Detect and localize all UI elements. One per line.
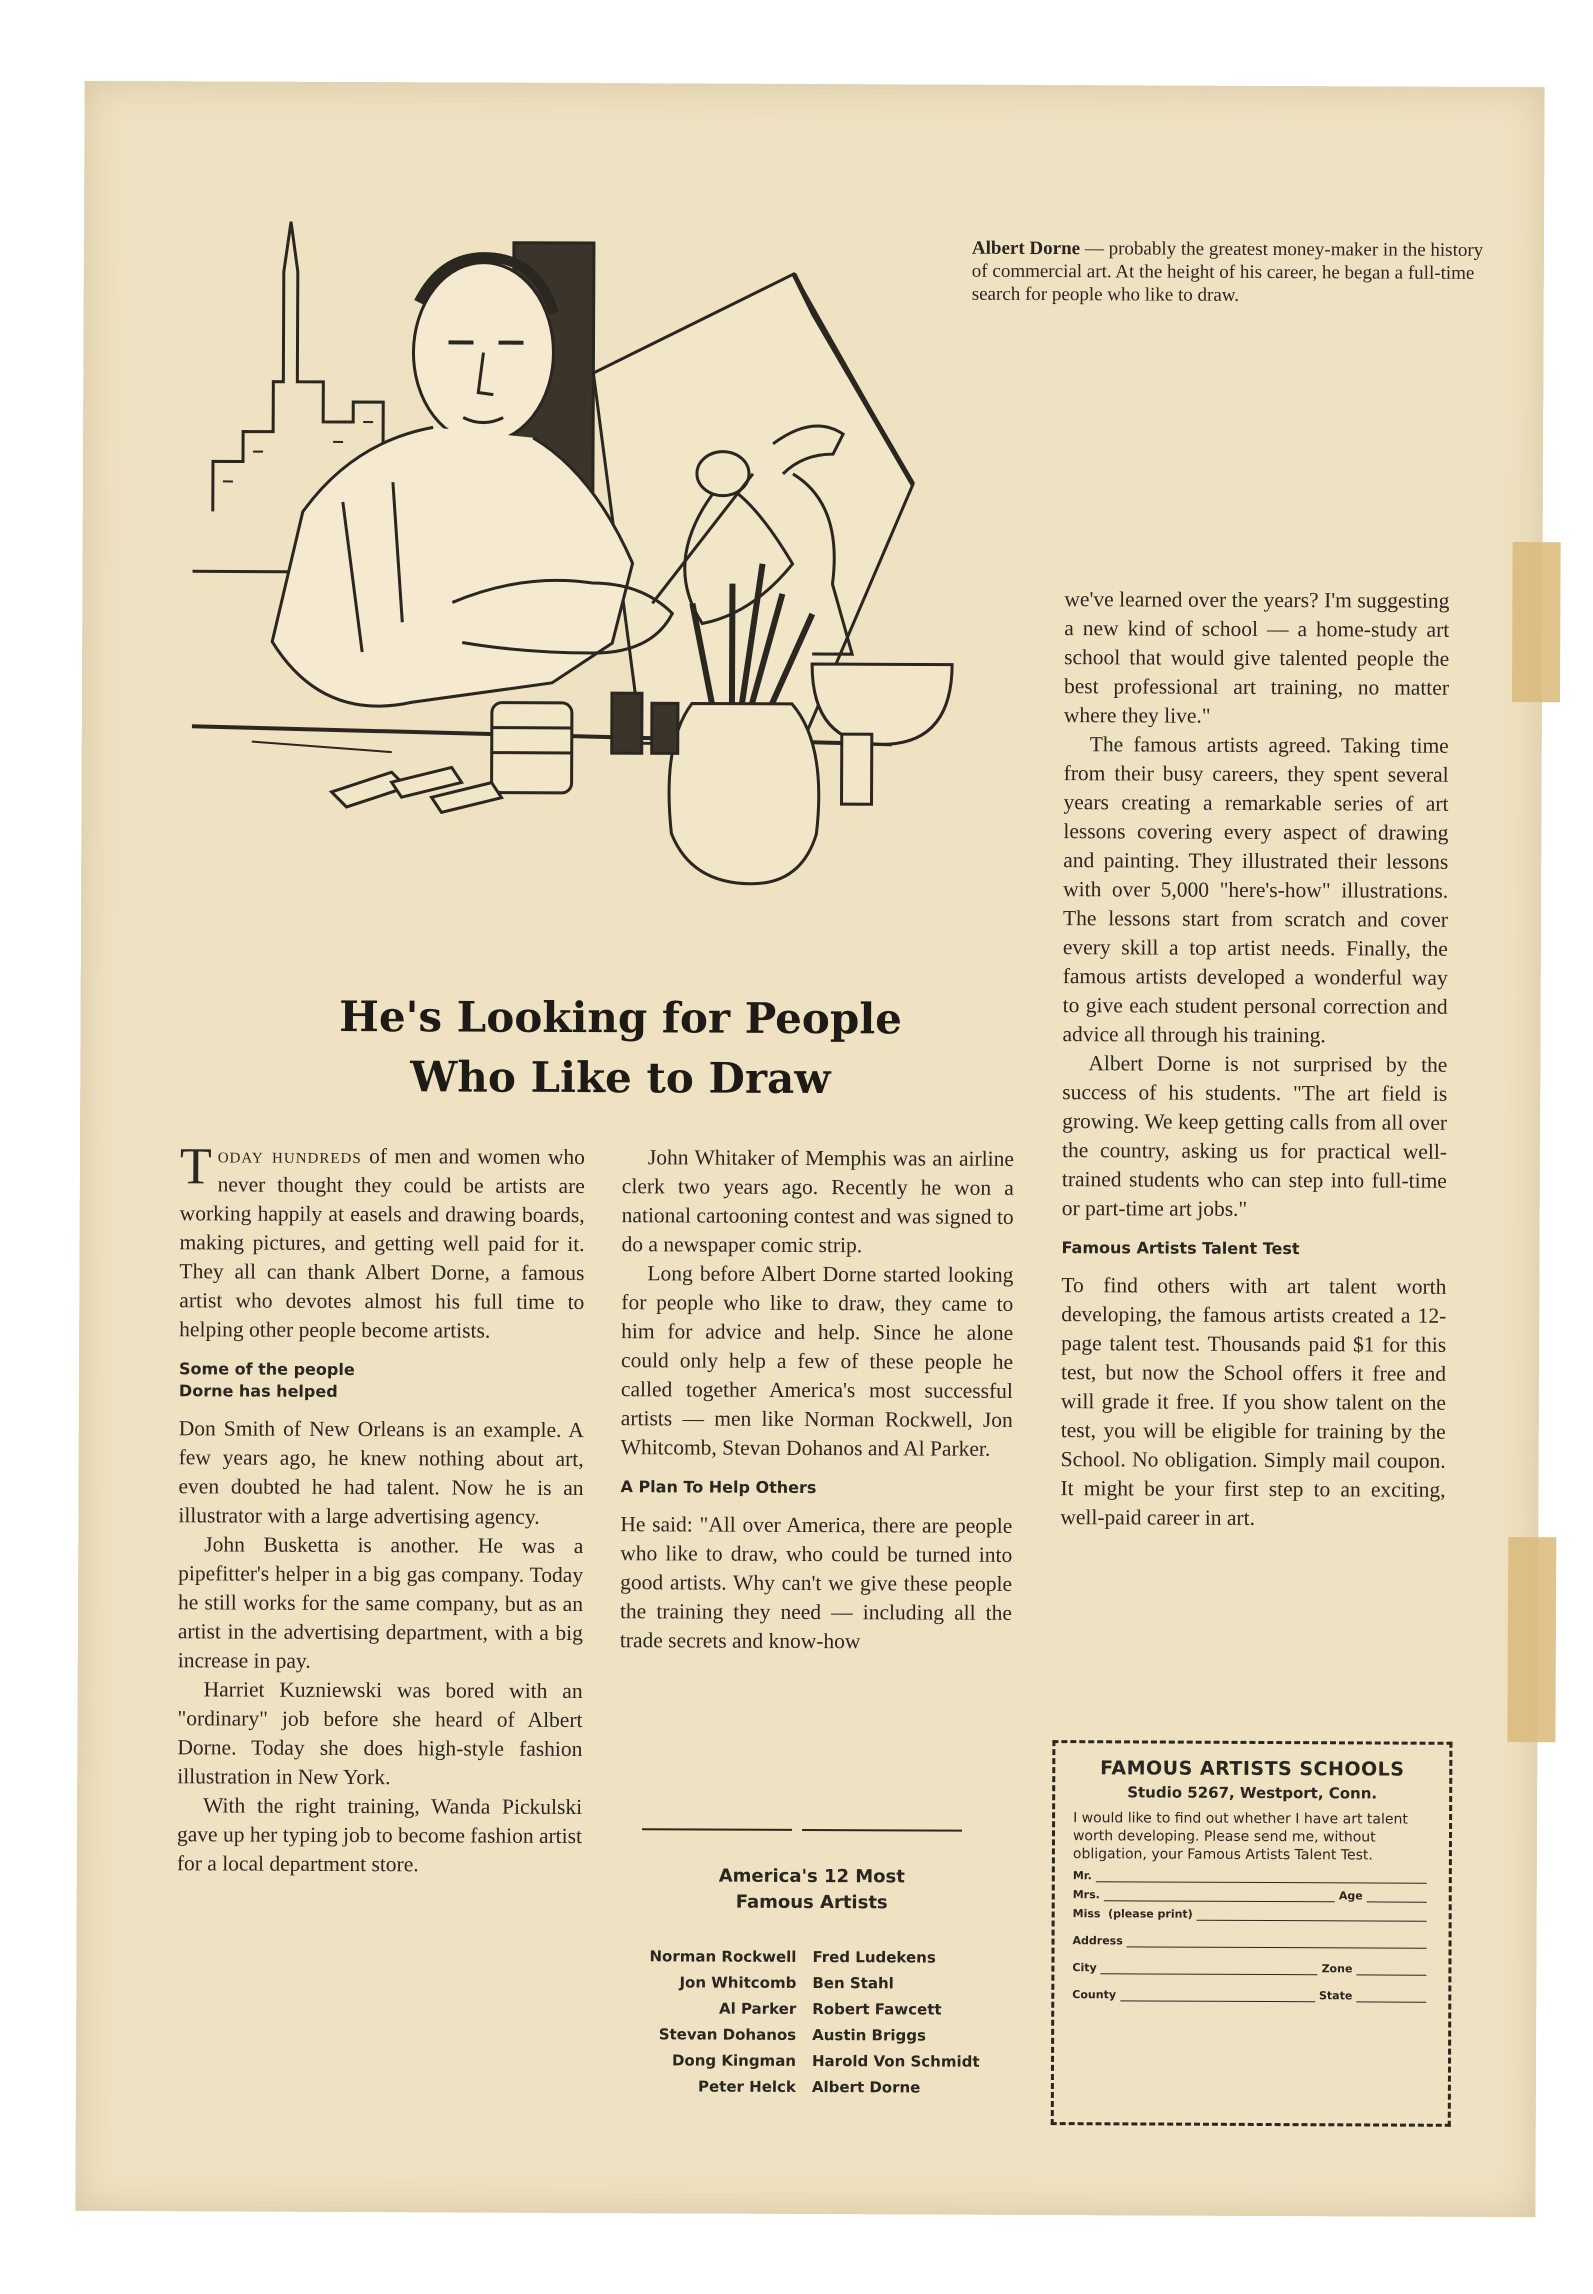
col2-p3: He said: "All over America, there are people who like to draw, who could be turned into good artists. Why can't we give these people the training they need — including all the trade secrets and know-how xyxy=(619,1512,1013,1654)
caption-text: — probably the greatest money-maker in the history of commercial art. At the height of his career, he began a full-time search for people who like to draw. xyxy=(971,238,1484,306)
tape-strip-upper xyxy=(1512,542,1561,702)
coupon-body: I would like to find out whether I have art talent worth developing. Please send me, without obligation, your Famous Artists Talent Test. xyxy=(1072,1810,1408,1864)
field-city-zone[interactable]: City Zone xyxy=(1072,1961,1430,1976)
artist-illustration xyxy=(190,181,1114,1085)
coupon-title: FAMOUS ARTISTS SCHOOLS xyxy=(1100,1757,1405,1781)
artist-name: Austin Briggs xyxy=(812,2026,926,2045)
brush-jar xyxy=(669,703,820,884)
headline xyxy=(230,986,1011,1109)
artist-name: Harold Von Schmidt xyxy=(811,2052,980,2071)
field-county-state[interactable]: County State xyxy=(1072,1988,1430,2003)
col2-p1: John Whitaker of Memphis was an airline clerk two years ago. Recently he won a national cartooning contest and was signed to do a newspaper comic strip. xyxy=(621,1145,1015,1258)
col1-p3: John Busketta is another. He was a pipefitter's helper in a big gas company. Today he still works for the same company, but as an artist in the advertising department, with a big increase in pay. xyxy=(177,1532,584,1673)
subhead-talent-test: Famous Artists Talent Test xyxy=(1061,1238,1300,1259)
artist-name: Peter Helck xyxy=(697,2077,796,2096)
mail-in-coupon[interactable] xyxy=(1051,1740,1453,2127)
column-2 xyxy=(620,1143,1014,1657)
col1-p4: Harriet Kuzniewski was bored with an "ordinary" job before she heard of Albert Dorne. Today she does high-style fashion illustration in New York. xyxy=(177,1677,583,1790)
famous-artists-heading xyxy=(607,1863,1017,1917)
artist-name: Stevan Dohanos xyxy=(658,2025,797,2044)
subhead-people-helped: Some of the people Dorne has helped xyxy=(178,1359,355,1401)
field-miss[interactable]: Miss (please print) xyxy=(1073,1907,1431,1922)
artist-name: Albert Dorne xyxy=(811,2078,921,2097)
caption-name: Albert Dorne xyxy=(971,237,1081,260)
illustration-caption xyxy=(972,237,1492,308)
field-mrs-age[interactable]: Mrs. Age xyxy=(1073,1888,1431,1903)
artist-name: Jon Whitcomb xyxy=(679,1973,797,1992)
coupon-studio: Studio 5267, Westport, Conn. xyxy=(1127,1783,1378,1803)
col3-p3: Albert Dorne is not surprised by the success of his students. "The art field is growing. We keep getting calls from all over the country, asking us for practical well-trained students who can step into full-time or part-time art jobs." xyxy=(1061,1051,1448,1221)
famous-title-1: America's 12 Most xyxy=(718,1865,905,1888)
lead-small-caps: oday hundreds xyxy=(217,1143,362,1169)
col3-p4: To find others with art talent worth developing, the famous artists created a 12-page talent test. Thousands paid $1 for this test, but now the School offers it free and will grade it free. If you show talent on the test, you will be eligible for training by the School. No obligation. Simply mail coupon. It might be your first step to an exciting, well-paid career in art. xyxy=(1060,1273,1447,1530)
col1-p1: of men and women who never thought they could be artists are working happily at easels and drawing boards, making pictures, and getting well paid for it. They all can thank Albert Dorne, a famous artist who devotes almost his full time to helping other people become artists. xyxy=(179,1144,585,1343)
column-1 xyxy=(176,1138,585,1880)
artist-name: Robert Fawcett xyxy=(812,2000,942,2019)
artist-name: Dong Kingman xyxy=(671,2051,797,2070)
col1-p5: With the right training, Wanda Pickulski gave up her typing job to become fashion artist for a local department store. xyxy=(176,1793,583,1877)
dropcap: T xyxy=(179,1138,212,1196)
col3-p2: The famous artists agreed. Taking time from their busy careers, they spent several years creating a remarkable series of art lessons covering every aspect of drawing and painting. They illustrated their lessons with over 5,000 "here's-how" illustrations. The lessons start from scratch and cover every skill a top artist needs. Finally, the famous artists developed a wonderful way to give each student personal correction and advice all through his training. xyxy=(1062,732,1449,1048)
divider-left xyxy=(642,1828,792,1831)
artists-list xyxy=(596,1943,1067,2101)
headline-line-1: He's Looking for People xyxy=(339,991,903,1044)
subhead-plan: A Plan To Help Others xyxy=(620,1477,817,1498)
field-address[interactable]: Address xyxy=(1073,1934,1431,1949)
famous-title-2: Famous Artists xyxy=(735,1891,888,1914)
divider-right xyxy=(802,1829,962,1832)
magazine-page xyxy=(75,81,1544,2217)
artist-name: Al Parker xyxy=(718,1999,797,2018)
col2-p2: Long before Albert Dorne started looking for people who like to draw, they came to him for advice and help. Since he alone could only help a few of these people he called together America's most successful artists — men like Norman Rockwell, Jon Whitcomb, Stevan Dohanos and Al Parker. xyxy=(620,1261,1014,1461)
tape-strip-lower xyxy=(1507,1537,1556,1742)
col1-p2: Don Smith of New Orleans is an example. A few years ago, he knew nothing about art, even doubted he had talent. Now he is an illustrator with a large advertising agency. xyxy=(178,1416,584,1529)
artist-name: Fred Ludekens xyxy=(812,1948,936,1967)
artist-name: Ben Stahl xyxy=(812,1974,894,1993)
field-mr[interactable]: Mr. xyxy=(1073,1869,1431,1884)
headline-line-2: Who Like to Draw xyxy=(410,1052,831,1104)
col3-p1: we've learned over the years? I'm suggesting a new kind of school — a home-study art school that would give talented people the best professional art training, no matter where they live." xyxy=(1063,587,1450,728)
artist-name: Norman Rockwell xyxy=(649,1947,797,1966)
column-3 xyxy=(1060,585,1449,1534)
